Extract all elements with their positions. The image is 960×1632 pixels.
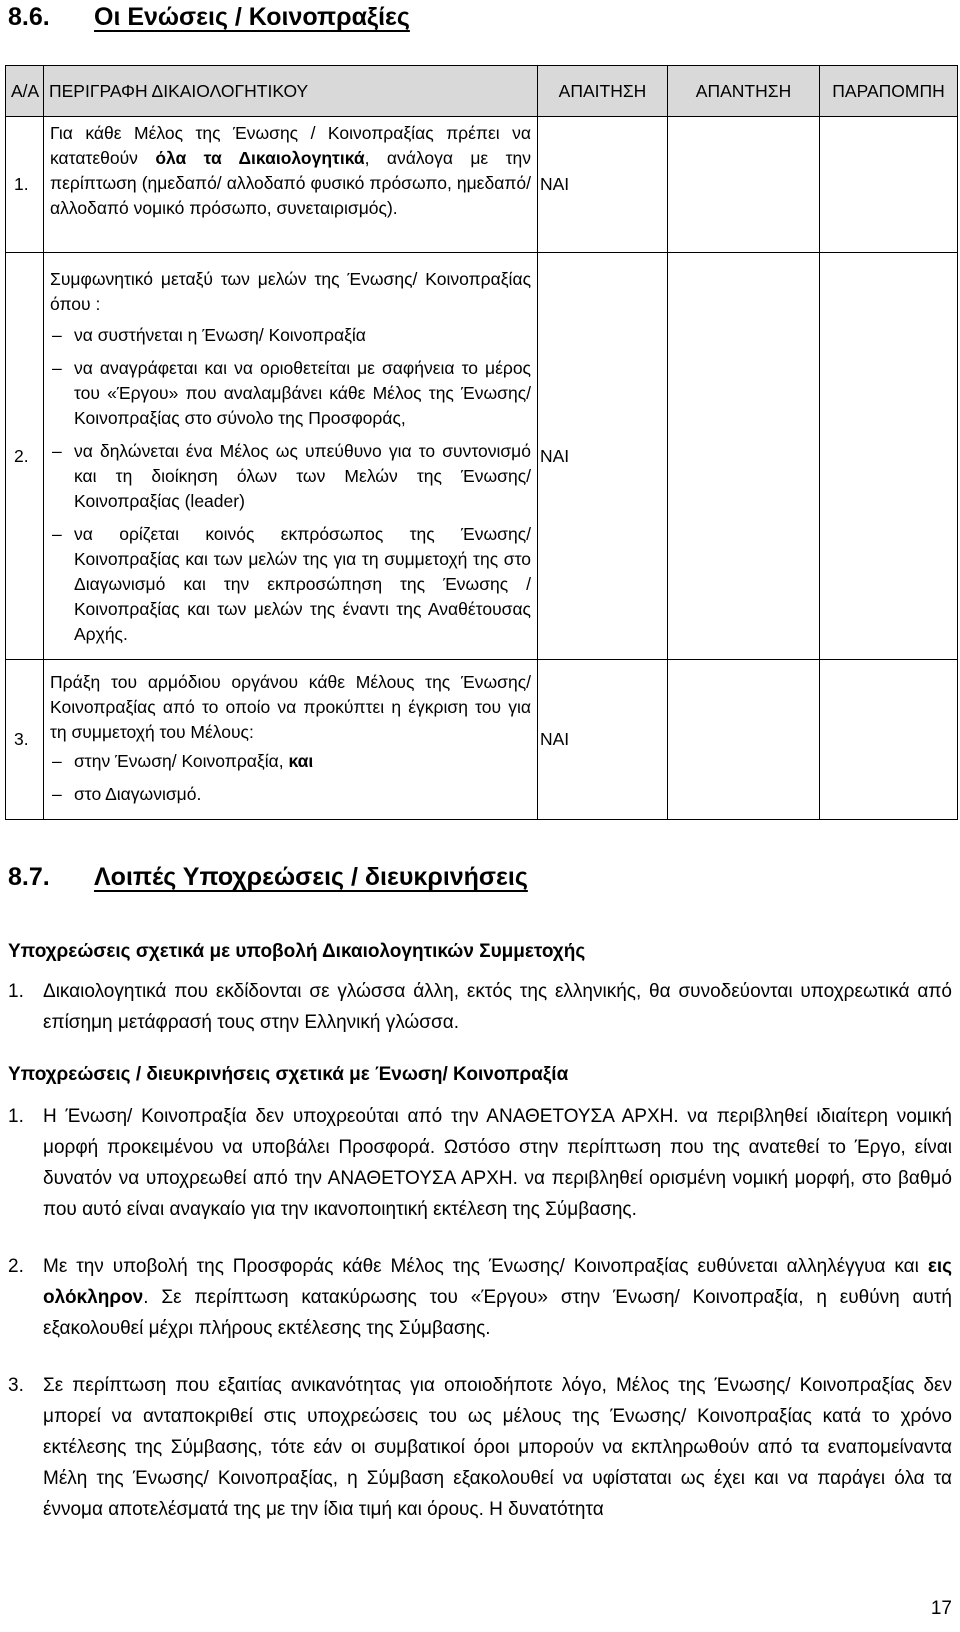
- table-row: [6, 117, 958, 253]
- section-number: 8.7.: [8, 863, 50, 891]
- item-number: 3.: [8, 1375, 24, 1396]
- list-item: – να αναγράφεται και να οριοθετείται με σαφήνεια το μέρος του «Έργου» που αναλαμβάνει κάθε Μέλος της Ένωσης/ Κοινοπραξίας στο σύνολο της Προσφοράς,: [50, 356, 531, 431]
- list-item: [8, 1101, 952, 1225]
- item-number: 2.: [8, 1256, 24, 1277]
- list-item: [8, 976, 952, 1038]
- header-requirement: ΑΠΑΙΤΗΣΗ: [538, 66, 668, 117]
- row-description: [44, 253, 538, 660]
- item-text: Δικαιολογητικά που εκδίδονται σε γλώσσα άλλη, εκτός της ελληνικής, θα συνοδεύονται υποχρεωτικά από επίσημη μετάφρασή τους στην Ελληνική γλώσσα.: [43, 981, 952, 1033]
- section-heading-8-7: [8, 862, 528, 892]
- row-requirement: ΝΑΙ: [538, 660, 668, 820]
- row-text: Για κάθε Μέλος της Ένωσης / Κοινοπραξίας πρέπει να κατατεθούν: [50, 123, 531, 168]
- section-number: 8.6.: [8, 3, 50, 31]
- section-title: Οι Ενώσεις / Κοινοπραξίες: [94, 3, 410, 31]
- header-answer: ΑΠΑΝΤΗΣΗ: [668, 66, 820, 117]
- row-requirement: ΝΑΙ: [538, 117, 668, 253]
- row-number: 1.: [6, 117, 44, 253]
- bullet-list: [50, 323, 531, 647]
- subheading-union: Υποχρεώσεις / διευκρινήσεις σχετικά με Ένωση/ Κοινοπραξία: [8, 1064, 569, 1085]
- item-text: Σε περίπτωση που εξαιτίας ανικανότητας για οποιοδήποτε λόγο, Μέλος της Ένωσης/ Κοινοπραξίας δεν μπορεί να ανταποκριθεί στις υποχρεώσεις του ως μέλους της Ένωσης/ Κοινοπραξίας κατά το χρόνο εκτέλεσης της Σύμβασης, τότε εάν οι συμβατικοί όροι μπορούν να εκπληρωθούν από τα εναπομείναντα Μέλη της Ένωσης/ Κοινοπραξίας, η Σύμβαση εξακολουθεί να υφίσταται ως έχει και να παράγει όλα τα έννομα αποτελέσματά της με την ίδια τιμή και όρους. Η δυνατότητα: [43, 1375, 952, 1520]
- row-answer[interactable]: [668, 117, 820, 253]
- row-description: [44, 660, 538, 820]
- list-item: – να ορίζεται κοινός εκπρόσωπος της Ένωσης/ Κοινοπραξίας και των μελών της για τη συμμετοχή της στο Διαγωνισμό και την εκπροσώπηση της Ένωσης / Κοινοπραξίας και των μελών της έναντι της Αναθέτουσας Αρχής.: [50, 522, 531, 647]
- row-answer[interactable]: [668, 660, 820, 820]
- row-reference[interactable]: [820, 117, 958, 253]
- row-reference[interactable]: [820, 253, 958, 660]
- row-reference[interactable]: [820, 660, 958, 820]
- list-item: – να συστήνεται η Ένωση/ Κοινοπραξία: [50, 323, 531, 348]
- row-requirement: ΝΑΙ: [538, 253, 668, 660]
- page-number: 17: [930, 1598, 952, 1619]
- item-number: 1.: [8, 1106, 24, 1127]
- row-intro: Συμφωνητικό μεταξύ των μελών της Ένωσης/ Κοινοπραξίας όπου :: [50, 269, 531, 314]
- subheading-submission: Υποχρεώσεις σχετικά με υποβολή Δικαιολογητικών Συμμετοχής: [8, 941, 586, 962]
- list-item: [8, 1251, 952, 1344]
- row-number: 2.: [6, 253, 44, 660]
- requirements-table: [5, 65, 958, 820]
- row-text-bold: όλα τα Δικαιολογητικά: [155, 148, 365, 168]
- row-text: , ανάλογα με την περίπτωση (ημεδαπό/ αλλοδαπό φυσικό πρόσωπο, ημεδαπό/ αλλοδαπό νομικό πρόσωπο, συνεταιρισμός).: [50, 148, 531, 218]
- row-description: [44, 117, 538, 253]
- list-item: [50, 749, 531, 774]
- section-heading-8-6: [8, 2, 410, 32]
- row-answer[interactable]: [668, 253, 820, 660]
- item-text-part: Με την υποβολή της Προσφοράς κάθε Μέλος της Ένωσης/ Κοινοπραξίας ευθύνεται αλληλέγγυα και: [43, 1256, 928, 1277]
- item-text-bold: εις ολόκληρον: [43, 1256, 952, 1308]
- list-item-text: στην Ένωση/ Κοινοπραξία,: [74, 751, 289, 771]
- table-row: [6, 660, 958, 820]
- list-item: – στο Διαγωνισμό.: [50, 782, 531, 807]
- list-item: [8, 1370, 952, 1525]
- list-item: – να δηλώνεται ένα Μέλος ως υπεύθυνο για το συντονισμό και τη διοίκηση όλων των Μελών της Ένωσης/ Κοινοπραξίας (leader): [50, 439, 531, 514]
- header-reference: ΠΑΡΑΠΟΜΠΗ: [820, 66, 958, 117]
- item-number: 1.: [8, 981, 24, 1002]
- item-text: Η Ένωση/ Κοινοπραξία δεν υποχρεούται από την ΑΝΑΘΕΤΟΥΣΑ ΑΡΧΗ. να περιβληθεί ιδιαίτερη νομική μορφή προκειμένου να υποβάλει Προσφορά. Ωστόσο στην περίπτωση που της ανατεθεί το Έργο, είναι δυνατόν να υποχρεωθεί από την ΑΝΑΘΕΤΟΥΣΑ ΑΡΧΗ. να περιβληθεί ορισμένη νομική μορφή, στο βαθμό που αυτό είναι αναγκαίο για την ικανοποιητική εκτέλεση της Σύμβασης.: [43, 1106, 952, 1220]
- table-header-row: [6, 66, 958, 117]
- header-aa: Α/Α: [6, 66, 44, 117]
- item-text: [43, 1251, 952, 1344]
- item-text-part: . Σε περίπτωση κατακύρωσης του «Έργου» στην Ένωση/ Κοινοπραξία, η ευθύνη αυτή εξακολουθεί μέχρι πλήρους εκτέλεσης της Σύμβασης.: [43, 1287, 952, 1339]
- header-description: ΠΕΡΙΓΡΑΦΗ ΔΙΚΑΙΟΛΟΓΗΤΙΚΟΥ: [44, 66, 538, 117]
- bullet-list: [50, 749, 531, 807]
- row-intro: Πράξη του αρμόδιου οργάνου κάθε Μέλους της Ένωσης/ Κοινοπραξίας από το οποίο να προκύπτει η έγκριση του για τη συμμετοχή του Μέλους:: [50, 672, 531, 742]
- table-row: [6, 253, 958, 660]
- section-title: Λοιπές Υποχρεώσεις / διευκρινήσεις: [94, 863, 528, 891]
- row-number: 3.: [6, 660, 44, 820]
- list-item-bold: και: [288, 751, 314, 771]
